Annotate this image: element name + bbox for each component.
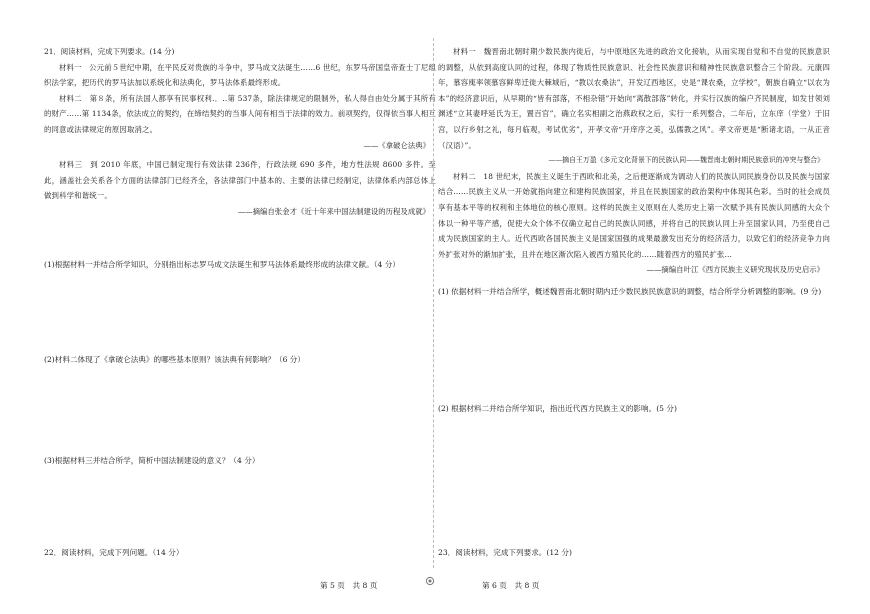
question-21-3: (3)根据材料三并结合所学，简析中国法制建设的意义？（4 分）: [44, 456, 260, 465]
question-22-heading: 22．阅读材料，完成下列问题。（14 分）: [44, 548, 184, 557]
question-21-2: (2)材料二体现了《拿破仑法典》的哪些基本原则？该法典有何影响？（6 分）: [44, 355, 305, 364]
material-1-text: 材料一 公元前５世纪中期，在平民反对贵族的斗争中，罗马成文法诞生……6 世纪，东罗马帝国皇帝查士丁尼组织法学家，把历代的罗马法加以系统化和法典化，罗马法体系最终形成。: [44, 62, 436, 88]
page-number-right: 第 6 页 共 8 页: [482, 581, 540, 590]
right-material-2-source: ——摘编自叶江《西方民族主义研究现状及历史启示》: [646, 265, 824, 275]
material-2-text: 材料二 第８条，所有法国人都享有民事权利.．..第 537条，除法律规定的限制外，私人得自由处分属于其所有的财产……第 1134条，依法成立的契约，在缔结契约的当事人间有相当于法律的效力。前项契约，仅得依当事人相互的同意或法律规定的原因取消之。: [44, 93, 436, 134]
right-material-1-text: 材料一 魏晋南北朝时期少数民族内徙后，与中原地区先进的政治文化接轨，从而实现自觉和不自觉的民族意识的调整，从依到高度认同的过程，体现了物质性民族意识、社会性民族意识和精神性民族意识整合三个阶段。元康四年，慕容廆率领慕容鲜卑迁徙大棘城后，“教以农桑法”，开发辽西地区，史是“课农桑，立学校”，朝族自确立“以农为本”的经济意识后，从早期的“皆有部落，不相杂错”开始向“离散部落”转化，并实行汉族的编户齐民制度，如发甘领刘渊述“立其妻呼延氏为王，置百官”，确立名实相副之治燕政权之后，实行一系列整合，二年后，立东庠（学堂）于旧宫，以行乡射之礼，每月临观，考试优劣”，开孝文帝“开庠序之美，弘儒教之风”。孝文帝更是“断诸北语，一从正音（汉语）”。: [438, 47, 830, 150]
question-23-heading: 23．阅读材料，完成下列要求。(12 分): [438, 548, 572, 557]
right-material-1-source: ——摘自王万盈《多元文化背景下的民族认同——魏晋南北朝时期民族意识的冲突与整合》: [548, 156, 824, 165]
right-column: [438, 44, 830, 278]
question-21-1: (1)根据材料一并结合所学知识，分别指出标志罗马成文法诞生和罗马法体系最终形成的法律文献。（4 分）: [44, 260, 400, 269]
question-22-1: (1) 依据材料一并结合所学，概述魏晋南北朝时期内迁少数民族民族意识的调整，结合所学分析调整的影响。(9 分): [438, 287, 822, 296]
question-21-heading: 21．阅读材料，完成下列要求。(14 分): [44, 47, 175, 56]
material-3-source: ——摘编自张金才《近十年来中国法制建设的历程及成就》: [237, 206, 430, 216]
left-column: [44, 44, 436, 220]
material-3-text: 材料三 到 2010 年底，中国已制定现行有效法律 236件，行政法规 690 多件，地方性法规 8600 多件。至此，涵盖社会关系各个方面的法律部门已经齐全，各法律部门中基本的、主要的法律已经制定，法律体系内部总体上做到科学和谐统一。: [44, 160, 436, 201]
page-number-left: 第 5 页 共 8 页: [320, 581, 378, 590]
right-material-2-text: 材料二 18 世纪末，民族主义诞生于西欧和北美，之后便逐渐成为调动人们的民族认同民族身份以及民族与国家结合……民族主义从一开始就指向建立和建构民族国家，并且在民族国家的政治架构中体现其色彩。当时的社会成员享有基本平等的权利和主体地位的核心原则。这样的民族主义原则在人类历史上第一次赋予具有民族认同感的大众个体以一种平等产感，促使大众个体不仅确立起自己的民族认同感，并将自己的民族认同上升至国家认同，乃至使自己成为民族国家的主人。近代西欧各国民族主义是国家国强的成果最激发出充分的经济活力，以致它们的经济竞争力向外扩张对外的渐加扩张，且并在地区渐次陷入被西方殖民化的……随着西方的殖民扩张…: [438, 171, 830, 259]
question-22-2: (2) 根据材料二并结合所学知识，指出近代西方民族主义的影响。(5 分): [438, 404, 677, 413]
binding-hole-icon: [425, 576, 435, 586]
column-divider: [433, 38, 434, 568]
material-2-source: ——《拿破仑法典》: [363, 140, 430, 150]
